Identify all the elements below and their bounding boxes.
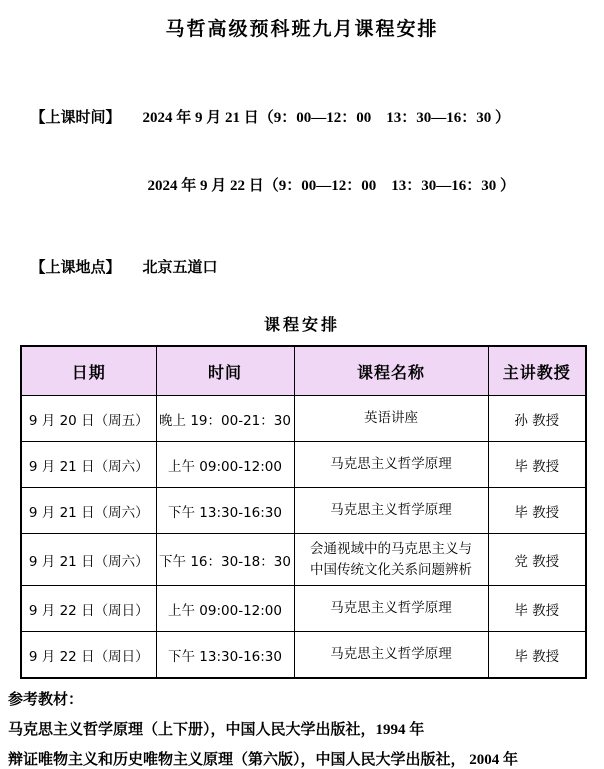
cell-date: 9 月 21 日（周六） xyxy=(21,534,156,586)
column-header-course: 课程名称 xyxy=(294,346,488,396)
table-row xyxy=(21,488,586,534)
class-time-value-1: 2024 年 9 月 21 日（9：00—12：00 13：30—16：30 ） xyxy=(142,110,511,126)
cell-professor: 毕 教授 xyxy=(488,586,586,632)
table-row xyxy=(21,442,586,488)
table-row xyxy=(21,632,586,679)
course-text: 马克思主义哲学原理 xyxy=(330,600,452,616)
cell-course xyxy=(294,442,488,488)
class-location-value: 北京五道口 xyxy=(142,260,218,276)
cell-time: 上午 09:00-12:00 xyxy=(156,586,294,632)
cell-date: 9 月 22 日（周日） xyxy=(21,632,156,679)
column-header-date: 日期 xyxy=(21,346,156,396)
cell-professor: 毕 教授 xyxy=(488,488,586,534)
cell-time: 下午 13:30-16:30 xyxy=(156,632,294,679)
cell-professor: 毕 教授 xyxy=(488,632,586,679)
reference-heading: 参考教材： xyxy=(8,692,84,708)
cell-course xyxy=(294,632,488,679)
course-text: 会通视域中的马克思主义与中国传统文化关系问题辨析 xyxy=(310,540,472,578)
cell-professor: 党 教授 xyxy=(488,534,586,586)
class-time-value-2: 2024 年 9 月 22 日（9：00—12：00 13：30—16：30 ） xyxy=(147,178,516,194)
schedule-table xyxy=(20,345,587,679)
cell-time: 下午 16：30-18：30 xyxy=(156,534,294,586)
class-location-label: 【上课地点】 xyxy=(30,260,121,276)
column-header-professor: 主讲教授 xyxy=(488,346,586,396)
cell-time: 晚上 19：00-21：30 xyxy=(156,396,294,442)
class-info-section xyxy=(0,91,604,295)
document-page xyxy=(0,14,604,769)
reference-line: 辩证唯物主义和历史唯物主义原理（第六版），中国人民大学出版社， 2004 年 xyxy=(8,752,519,768)
cell-time: 上午 09:00-12:00 xyxy=(156,442,294,488)
class-time-row-2 xyxy=(0,159,604,213)
table-row xyxy=(21,396,586,442)
table-header-row xyxy=(21,346,586,396)
cell-professor: 毕 教授 xyxy=(488,442,586,488)
cell-date: 9 月 20 日（周五） xyxy=(21,396,156,442)
course-text: 英语讲座 xyxy=(364,410,418,426)
cell-course xyxy=(294,488,488,534)
class-location-row xyxy=(0,241,604,295)
cell-course xyxy=(294,534,488,586)
reference-materials-section xyxy=(0,691,604,769)
cell-date: 9 月 21 日（周六） xyxy=(21,442,156,488)
cell-course xyxy=(294,396,488,442)
cell-date: 9 月 21 日（周六） xyxy=(21,488,156,534)
page-title: 马哲高级预科班九月课程安排 xyxy=(165,19,439,40)
class-time-row-1 xyxy=(0,91,604,145)
cell-course xyxy=(294,586,488,632)
schedule-heading: 课程安排 xyxy=(263,317,340,334)
cell-professor: 孙 教授 xyxy=(488,396,586,442)
course-text: 马克思主义哲学原理 xyxy=(330,646,452,662)
table-row xyxy=(21,586,586,632)
course-text: 马克思主义哲学原理 xyxy=(330,502,452,518)
table-row xyxy=(21,534,586,586)
column-header-time: 时间 xyxy=(156,346,294,396)
cell-date: 9 月 22 日（周日） xyxy=(21,586,156,632)
cell-time: 下午 13:30-16:30 xyxy=(156,488,294,534)
reference-line: 马克思主义哲学原理（上下册），中国人民大学出版社，1994 年 xyxy=(8,722,425,738)
course-text: 马克思主义哲学原理 xyxy=(330,456,452,472)
class-time-label: 【上课时间】 xyxy=(30,110,121,126)
